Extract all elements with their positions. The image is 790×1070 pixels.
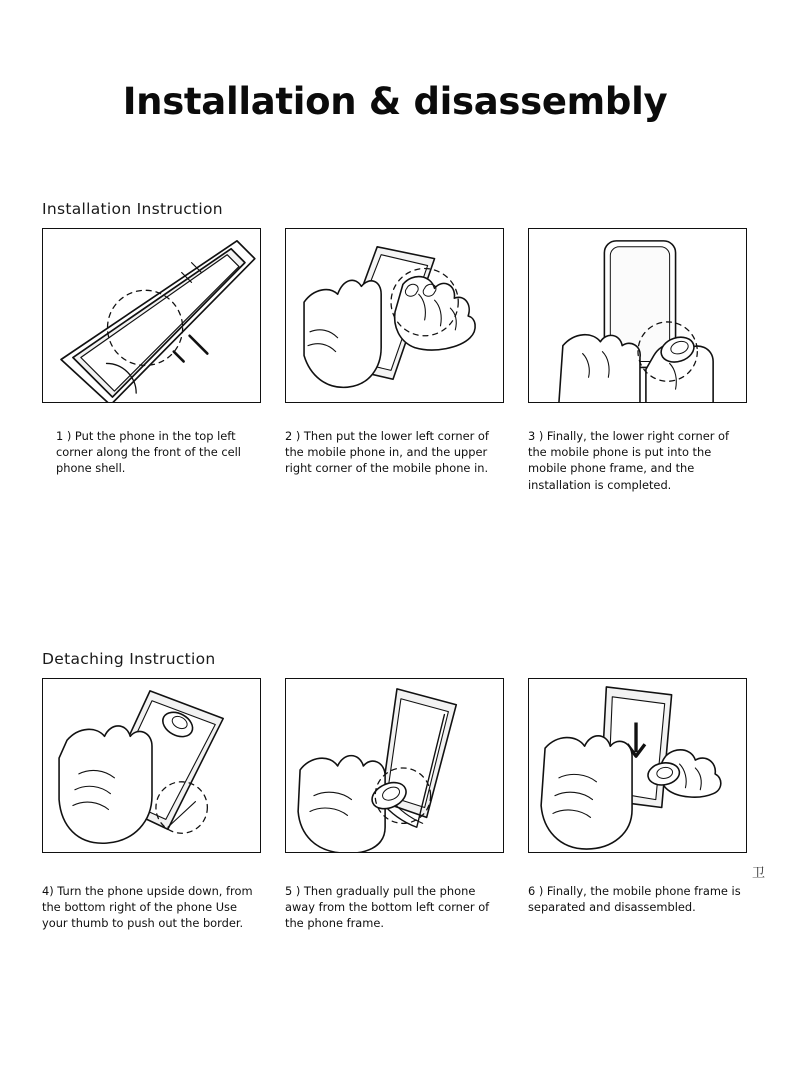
- phone-lower-right-corner-figure: [528, 228, 747, 403]
- step-6-panel: [528, 678, 747, 932]
- phone-top-left-corner-figure: [42, 228, 261, 403]
- step-2-panel: [285, 228, 504, 493]
- phone-frame-separated-figure: [528, 678, 747, 853]
- watermark: 卫: [752, 866, 765, 881]
- section-label-installation: Installation Instruction: [42, 200, 223, 218]
- step-6-caption: 6 ) Finally, the mobile phone frame is separated and disassembled.: [528, 884, 741, 915]
- detaching-steps-row: [42, 678, 748, 932]
- phone-pull-away-figure: [285, 678, 504, 853]
- section-label-detaching: Detaching Instruction: [42, 650, 216, 668]
- phone-upside-down-figure: [42, 678, 261, 853]
- step-3-caption: 3 ) Finally, the lower right corner of the mobile phone is put into the mobile phone frame, and the installation is completed.: [528, 429, 730, 492]
- step-5-caption: 5 ) Then gradually pull the phone away from the bottom left corner of the phone frame.: [285, 884, 490, 931]
- step-5-panel: [285, 678, 504, 932]
- detaching-section: [42, 650, 748, 932]
- page-title: Installation & disassembly: [122, 80, 668, 123]
- step-1-panel: [42, 228, 261, 493]
- step-1-caption: 1 ) Put the phone in the top left corner along the front of the cell phone shell.: [56, 429, 241, 476]
- step-3-panel: [528, 228, 747, 493]
- step-4-panel: [42, 678, 261, 932]
- phone-lower-left-corner-figure: [285, 228, 504, 403]
- step-2-caption: 2 ) Then put the lower left corner of the mobile phone in, and the upper right corner of the mobile phone in.: [285, 429, 489, 476]
- installation-section: [42, 200, 748, 493]
- installation-steps-row: [42, 228, 748, 493]
- step-4-caption: 4) Turn the phone upside down, from the bottom right of the phone Use your thumb to push out the border.: [42, 884, 253, 931]
